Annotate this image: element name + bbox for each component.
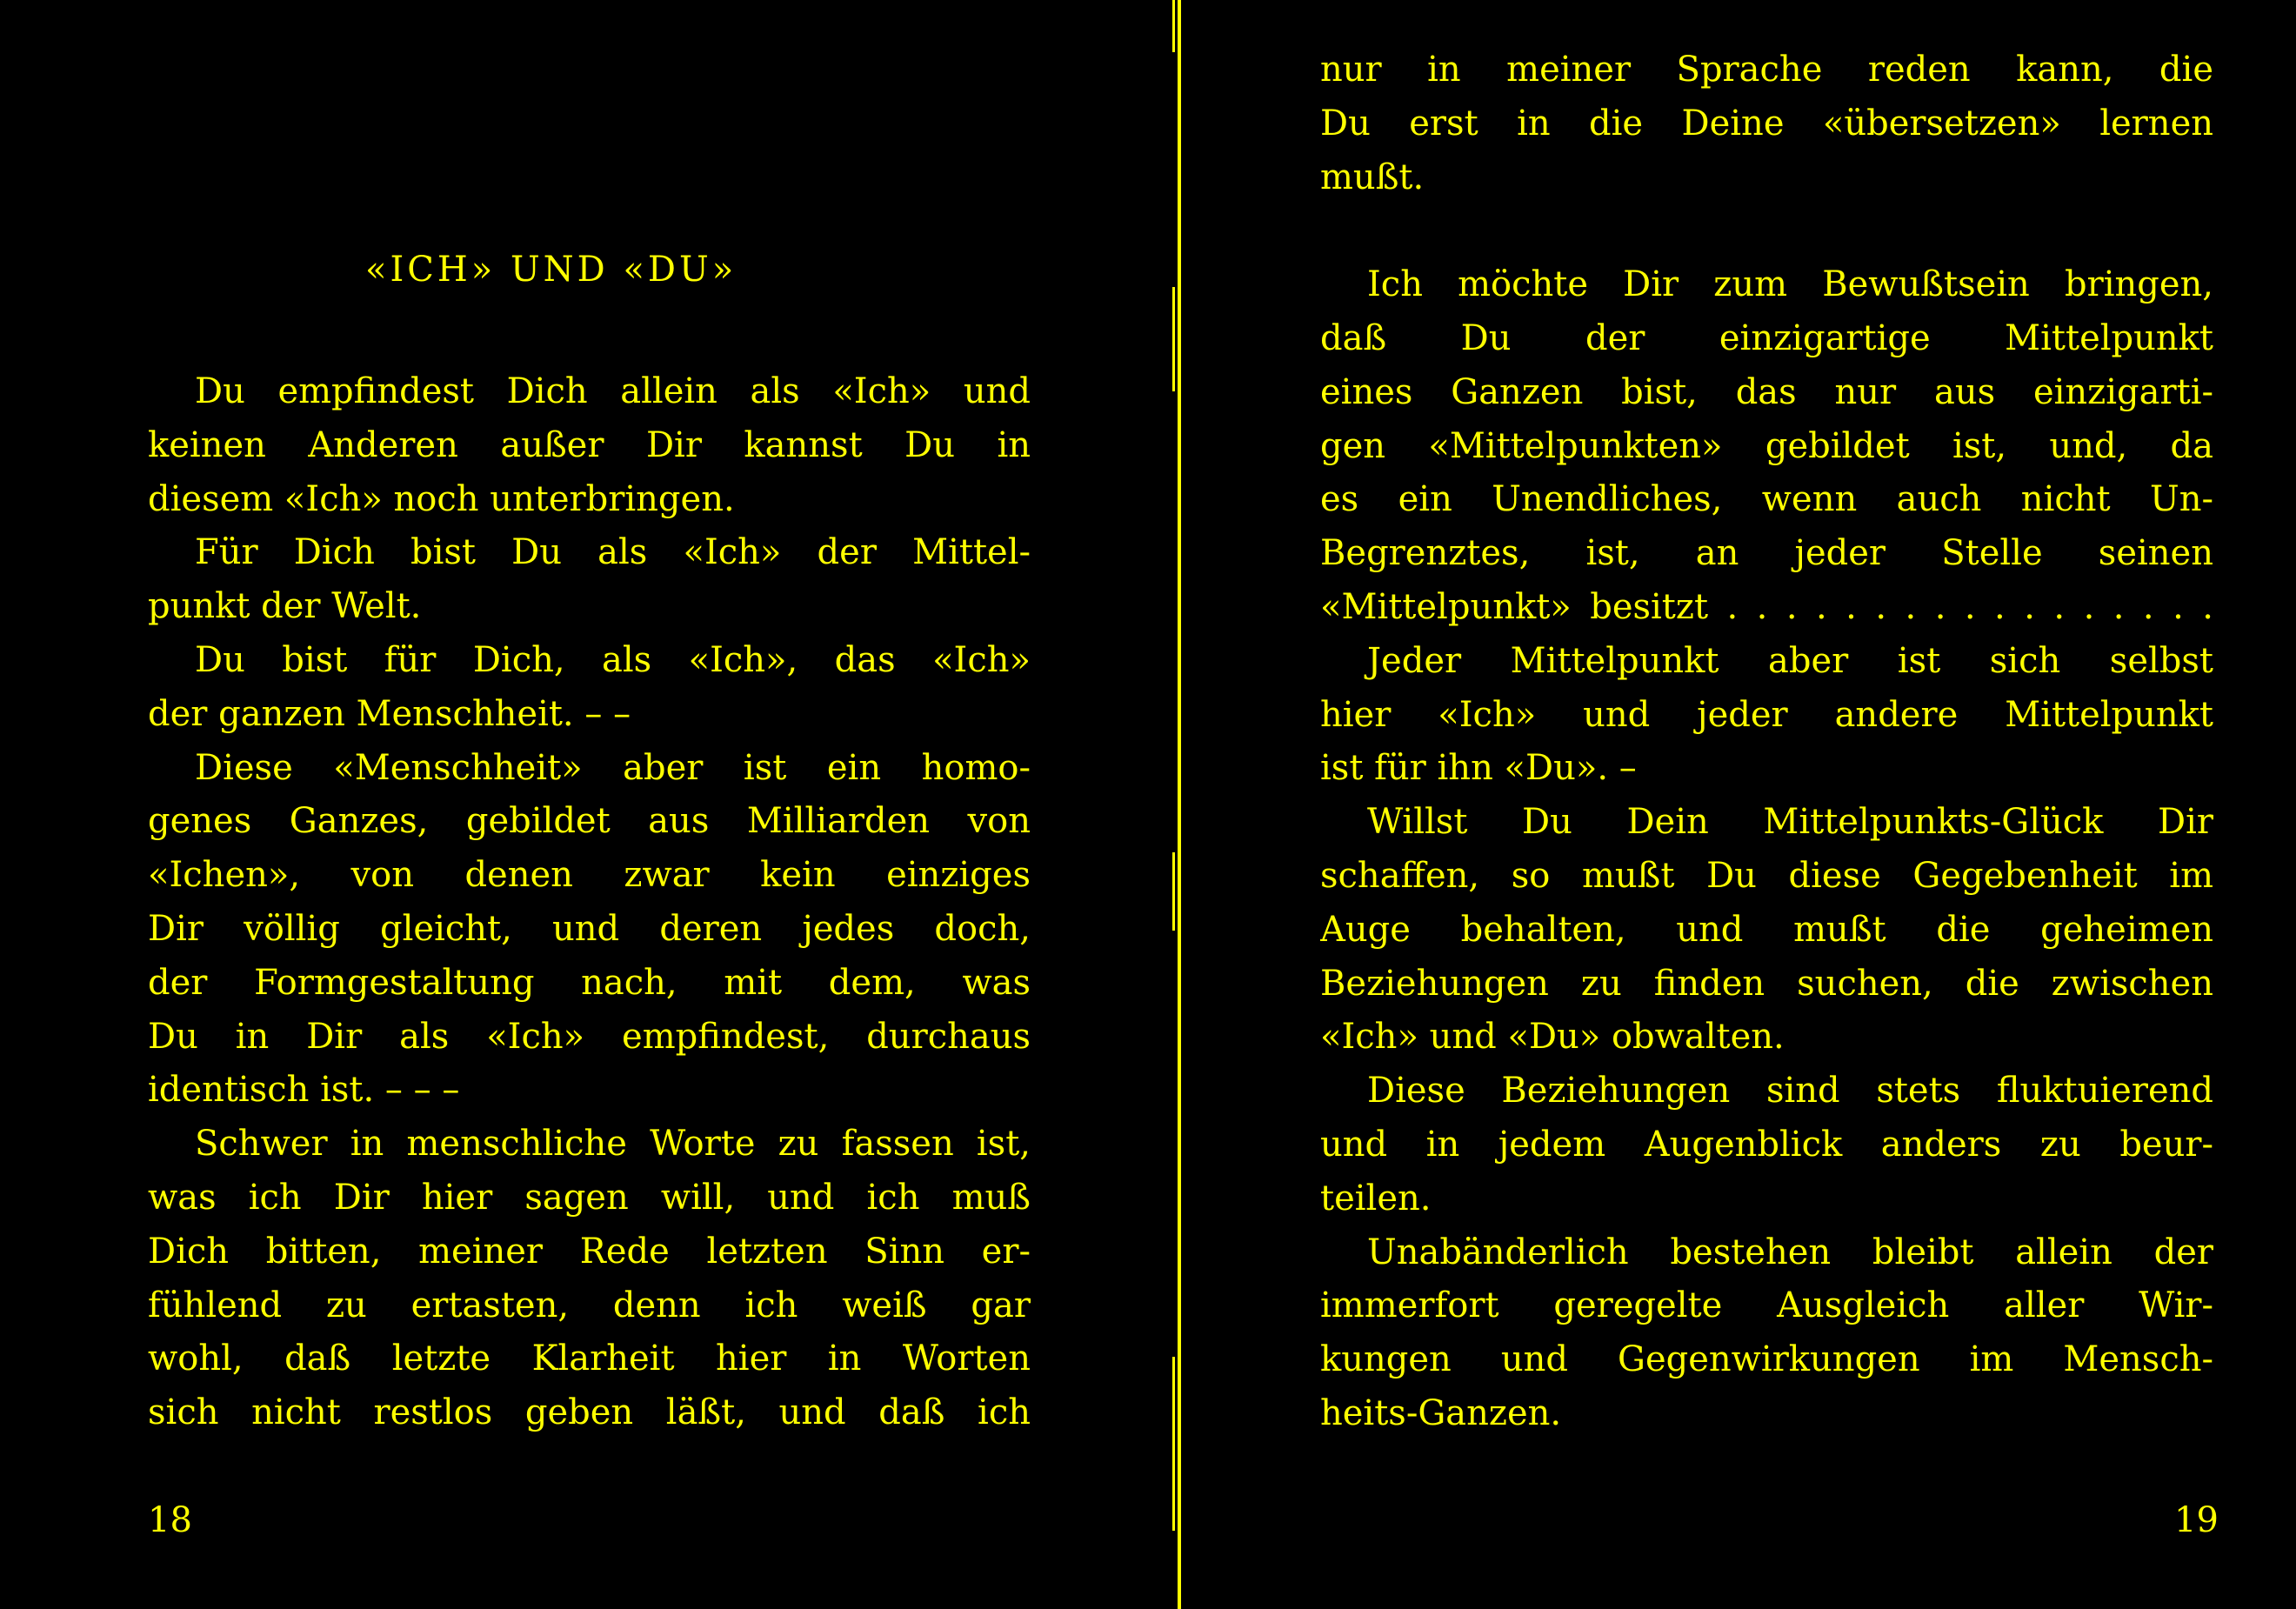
spine-edge — [1172, 852, 1175, 931]
text-line: teilen. — [1320, 1178, 1432, 1218]
text-line: schaffen, so mußt Du diese Gegebenheit im — [1320, 855, 2213, 896]
page-number-left: 18 — [148, 1500, 192, 1540]
text-line: Du bist für Dich, als «Ich», das «Ich» — [195, 639, 1031, 680]
text-line: Unabänderlich bestehen bleibt allein der — [1367, 1232, 2213, 1272]
text-line: keinen Anderen außer Dir kannst Du in — [148, 424, 1031, 465]
text-line: wohl, daß letzte Klarheit hier in Worten — [148, 1339, 1031, 1379]
text-line: Du erst in die Deine «übersetzen» lernen — [1320, 103, 2213, 144]
text-line: nur in meiner Sprache reden kann, die — [1320, 50, 2213, 90]
paragraph-gap — [1320, 204, 2213, 258]
right-page-text — [1320, 43, 2213, 1441]
book-spine — [1178, 0, 1181, 1609]
text-line: kungen und Gegenwirkungen im Mensch- — [1320, 1339, 2213, 1380]
text-line: ist für ihn «Du». – — [1320, 748, 1637, 789]
text-line: Beziehungen zu finden suchen, die zwischen — [1320, 963, 2213, 1004]
text-line: Dir völlig gleicht, und deren jedes doch, — [148, 908, 1031, 949]
spine-edge — [1172, 0, 1175, 52]
text-line: heits-Ganzen. — [1320, 1392, 1562, 1433]
spine-edge — [1172, 287, 1175, 391]
text-line: punkt der Welt. — [148, 586, 422, 627]
text-line: Willst Du Dein Mittelpunkts-Glück Dir — [1367, 802, 2213, 843]
text-line: eines Ganzen bist, das nur aus einzigarti- — [1320, 371, 2213, 412]
text-line: Diese «Menschheit» aber ist ein homo- — [195, 747, 1031, 788]
text-line: Ich möchte Dir zum Bewußtsein bringen, — [1367, 264, 2213, 305]
text-line: Für Dich bist Du als «Ich» der Mittel- — [195, 532, 1031, 573]
text-line: Dich bitten, meiner Rede letzten Sinn er- — [148, 1231, 1031, 1272]
right-page — [1196, 0, 2296, 1609]
text-line: Du in Dir als «Ich» empfindest, durchaus — [148, 1016, 1031, 1057]
text-line: Du empfindest Dich allein als «Ich» und — [195, 371, 1031, 411]
text-line: fühlend zu ertasten, denn ich weiß gar — [148, 1285, 1031, 1325]
text-line: Auge behalten, und mußt die geheimen — [1320, 909, 2213, 950]
chapter-title: «ICH» UND «DU» — [365, 250, 738, 290]
text-line: Jeder Mittelpunkt aber ist sich selbst — [1367, 640, 2213, 681]
text-line: Schwer in menschliche Worte zu fassen ist, — [195, 1124, 1031, 1165]
text-line: Diese Beziehungen sind stets fluktuierend — [1367, 1071, 2213, 1112]
text-line: immerfort geregelte Ausgleich aller Wir- — [1320, 1285, 2213, 1326]
text-line: genes Ganzes, gebildet aus Milliarden von — [148, 801, 1031, 842]
text-line: und in jedem Augenblick anders zu beur- — [1320, 1124, 2213, 1165]
text-line: was ich Dir hier sagen will, und ich muß — [148, 1177, 1031, 1218]
text-line: sich nicht restlos geben läßt, und daß ich — [148, 1392, 1031, 1433]
spine-edge — [1172, 1357, 1175, 1531]
text-line: identisch ist. – – – — [148, 1070, 460, 1111]
text-line: «Ich» und «Du» obwalten. — [1320, 1017, 1785, 1058]
text-line: «Mittelpunkt» besitzt . . . . . . . . . . . . . . . . . — [1320, 586, 2213, 627]
page-number-right: 19 — [2174, 1500, 2219, 1540]
text-line: daß Du der einzigartige Mittelpunkt — [1320, 317, 2213, 358]
text-line: der Formgestaltung nach, mit dem, was — [148, 962, 1031, 1003]
text-line: gen «Mittelpunkten» gebildet ist, und, da — [1320, 425, 2213, 466]
left-page-text — [148, 365, 1031, 1440]
text-line: diesem «Ich» noch unterbringen. — [148, 478, 735, 519]
text-line: «Ichen», von denen zwar kein einziges — [148, 855, 1031, 896]
text-line: es ein Unendliches, wenn auch nicht Un- — [1320, 479, 2213, 520]
text-line: hier «Ich» und jeder andere Mittelpunkt — [1320, 694, 2213, 735]
text-line: der ganzen Menschheit. – – — [148, 693, 631, 734]
text-line: mußt. — [1320, 157, 1425, 197]
text-line: Begrenztes, ist, an jeder Stelle seinen — [1320, 533, 2213, 574]
